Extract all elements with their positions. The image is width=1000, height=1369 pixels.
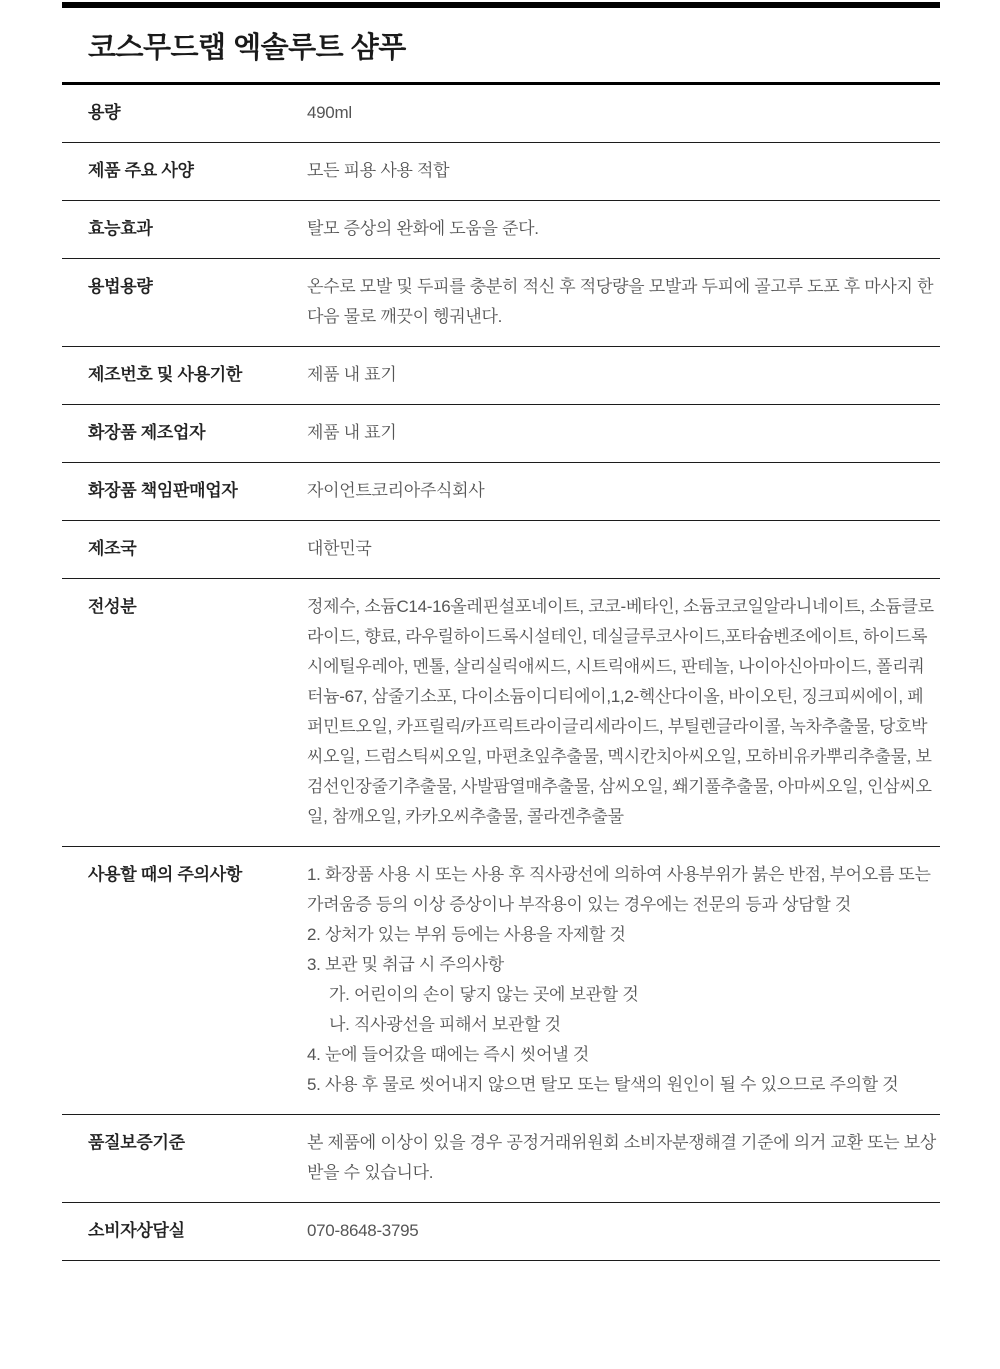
table-row — [62, 405, 940, 463]
table-row — [62, 85, 940, 143]
row-value — [307, 534, 940, 564]
row-value — [307, 476, 940, 506]
row-label: 제품 주요 사양 — [88, 161, 194, 180]
table-row — [62, 259, 940, 347]
table-row — [62, 1115, 940, 1203]
row-value-line: 온수로 모발 및 두피를 충분히 적신 후 적당량을 모발과 두피에 골고루 도포 후 마사지 한 다음 물로 깨끗이 헹궈낸다. — [307, 277, 934, 326]
table-row — [62, 579, 940, 847]
row-value — [307, 272, 940, 332]
row-value-line: 자이언트코리아주식회사 — [307, 481, 485, 500]
row-value — [307, 214, 940, 244]
row-value — [307, 360, 940, 390]
row-value-line: 2. 상처가 있는 부위 등에는 사용을 자제할 것 — [307, 925, 626, 944]
row-value — [307, 592, 940, 832]
row-label: 화장품 책임판매업자 — [88, 481, 238, 500]
row-label: 품질보증기준 — [88, 1133, 185, 1152]
table-row — [62, 347, 940, 405]
row-value-line: 제품 내 표기 — [307, 365, 397, 384]
row-label: 용법용량 — [88, 277, 153, 296]
row-value-line: 490ml — [307, 103, 352, 122]
row-value-line: 모든 피용 사용 적합 — [307, 161, 450, 180]
row-value — [307, 156, 940, 186]
row-label: 사용할 때의 주의사항 — [88, 865, 242, 884]
row-value-line: 4. 눈에 들어갔을 때에는 즉시 씻어낼 것 — [307, 1045, 589, 1064]
row-label: 제조번호 및 사용기한 — [88, 365, 242, 384]
table-row — [62, 1203, 940, 1261]
row-value-line: 나. 직사광선을 피해서 보관할 것 — [329, 1015, 561, 1034]
row-label: 전성분 — [88, 597, 137, 616]
row-value — [307, 1216, 940, 1246]
row-value-line: 070-8648-3795 — [307, 1221, 419, 1240]
row-value-line: 가. 어린이의 손이 닿지 않는 곳에 보관할 것 — [329, 985, 639, 1004]
row-value-line: 대한민국 — [307, 539, 372, 558]
table-row — [62, 201, 940, 259]
row-value — [307, 98, 940, 128]
row-value — [307, 860, 940, 1100]
row-value-line: 제품 내 표기 — [307, 423, 397, 442]
product-spec-sheet — [62, 0, 940, 1261]
row-value-line: 본 제품에 이상이 있을 경우 공정거래위원회 소비자분쟁해결 기준에 의거 교환 또는 보상 받을 수 있습니다. — [307, 1133, 937, 1182]
table-row — [62, 143, 940, 201]
row-label: 소비자상담실 — [88, 1221, 185, 1240]
row-label: 용량 — [88, 103, 121, 122]
page-title: 코스무드랩 엑솔루트 샴푸 — [88, 32, 406, 64]
row-label: 화장품 제조업자 — [88, 423, 206, 442]
title-section — [62, 8, 940, 85]
row-value-line: 탈모 증상의 완화에 도움을 준다. — [307, 219, 539, 238]
table-row — [62, 463, 940, 521]
row-label: 효능효과 — [88, 219, 153, 238]
row-value — [307, 418, 940, 448]
row-value-line: 1. 화장품 사용 시 또는 사용 후 직사광선에 의하여 사용부위가 붉은 반점, 부어오름 또는 가려움증 등의 이상 증상이나 부작용이 있는 경우에는 전문의 등과 상담할 것 — [307, 865, 931, 914]
row-value — [307, 1128, 940, 1188]
row-value-line: 5. 사용 후 물로 씻어내지 않으면 탈모 또는 탈색의 원인이 될 수 있으므로 주의할 것 — [307, 1075, 899, 1094]
row-label: 제조국 — [88, 539, 137, 558]
row-value-line: 3. 보관 및 취급 시 주의사항 — [307, 955, 504, 974]
table-row — [62, 521, 940, 579]
table-row — [62, 847, 940, 1115]
product-info-table — [62, 85, 940, 1261]
row-value-line: 정제수, 소듐C14-16올레핀설포네이트, 코코-베타인, 소듐코코일알라니네이트, 소듐클로라이드, 향료, 라우릴하이드록시설테인, 데실글루코사이드,포타슘벤조에이트, 하이드록시에틸우레아, 멘톨, 살리실릭애씨드, 시트릭애씨드, 판테놀, 나이아신아마이드, 폴리쿼터늄-67, 삼줄기소포, 다이소듐이디티에이,1,2-헥산다이올, 바이오틴, 징크피씨에이, 페퍼민트오일, 카프릴릭/카프릭트라이글리세라이드, 부틸렌글라이콜, 녹차추출물, 당호박씨오일, 드럼스틱씨오일, 마편초잎추출물, 멕시칸치아씨오일, 모하비유카뿌리추출물, 보검선인장줄기추출물, 사발팜열매추출물, 삼씨오일, 쐐기풀추출물, 아마씨오일, 인삼씨오일, 참깨오일, 카카오씨추출물, 콜라겐추출물 — [307, 597, 934, 826]
